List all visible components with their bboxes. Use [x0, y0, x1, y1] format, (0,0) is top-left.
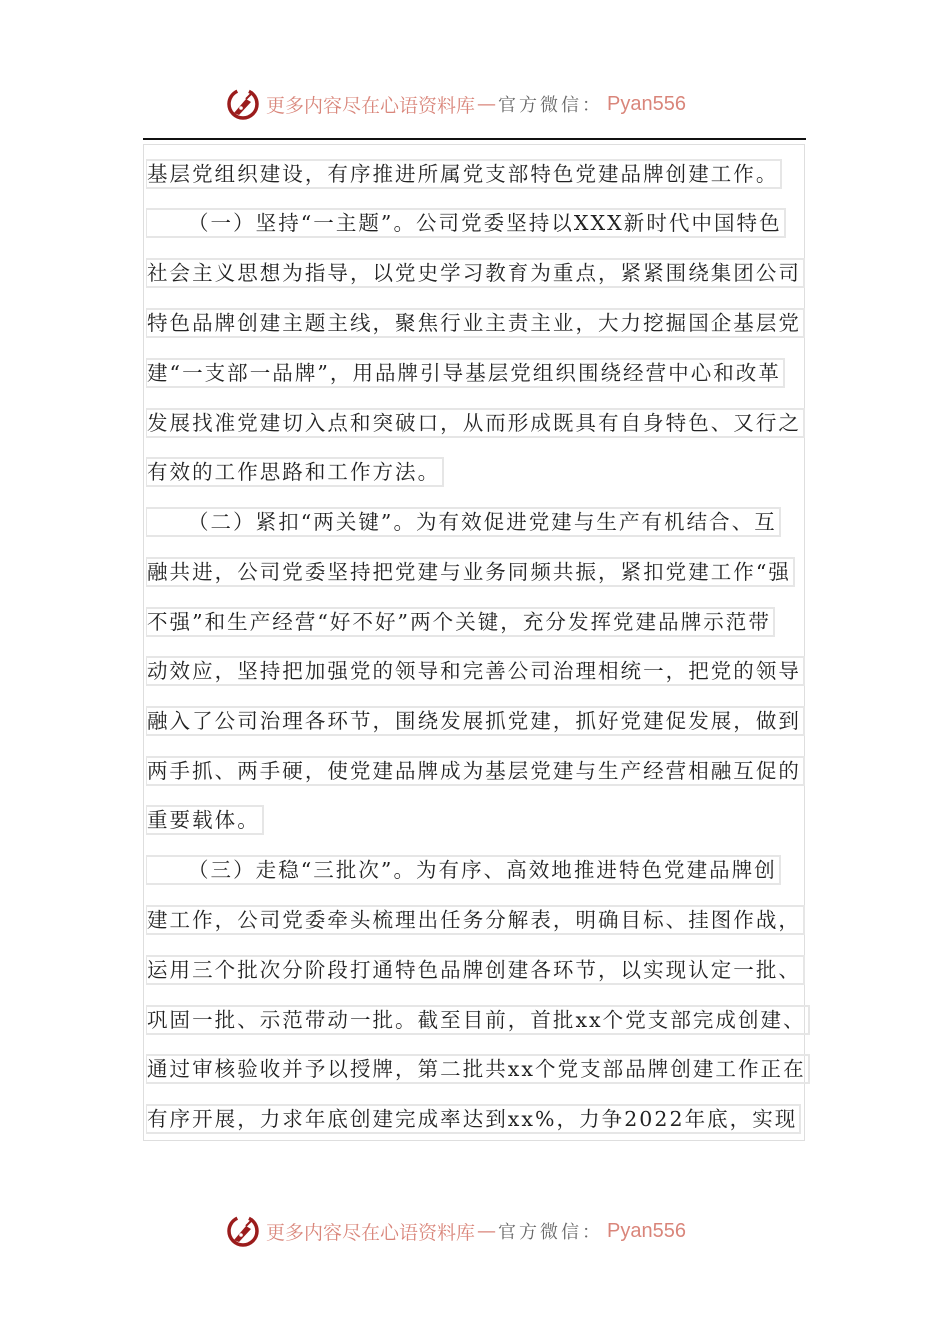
watermark-wechat-label: 官方微信： [498, 95, 604, 116]
text-line: 社会主义思想为指导，以党史学习教育为重点，紧紧围绕集团公司 [146, 258, 805, 288]
text-line: 有序开展，力求年底创建完成率达到xx%，力争2022年底，实现 [146, 1104, 801, 1134]
text-line: 基层党组织建设，有序推进所属党支部特色党建品牌创建工作。 [146, 159, 782, 189]
watermark-main-text: 更多内容尽在心语资料库 [266, 1221, 476, 1244]
footer-watermark [226, 1211, 686, 1251]
text-line: （三）走稳“三批次”。为有序、高效地推进特色党建品牌创 [146, 855, 781, 885]
text-line: 运用三个批次分阶段打通特色品牌创建各环节，以实现认定一批、 [146, 955, 805, 985]
text-line: 重要载体。 [146, 805, 264, 835]
text-line: 通过审核验收并予以授牌，第二批共xx个党支部品牌创建工作正在 [146, 1054, 810, 1084]
text-line: 融共进，公司党委坚持把党建与业务同频共振，紧扣党建工作“强 [146, 557, 795, 587]
quill-pen-logo-icon [226, 1214, 260, 1248]
text-line: 两手抓、两手硬，使党建品牌成为基层党建与生产经营相融互促的 [146, 756, 805, 786]
text-line: 融入了公司治理各环节，围绕发展抓党建，抓好党建促发展，做到 [146, 706, 805, 736]
watermark-wechat-id: Pyan556 [607, 1219, 686, 1242]
text-line: 建工作，公司党委牵头梳理出任务分解表，明确目标、挂图作战， [146, 905, 805, 935]
text-line: 发展找准党建切入点和突破口，从而形成既具有自身特色、又行之 [146, 408, 805, 438]
text-line: 不强”和生产经营“好不好”两个关键，充分发挥党建品牌示范带 [146, 607, 775, 637]
quill-pen-logo-icon [226, 87, 260, 121]
header-divider [143, 138, 806, 140]
text-line: 建“一支部一品牌”，用品牌引导基层党组织围绕经营中心和改革 [146, 358, 785, 388]
text-line: （一）坚持“一主题”。公司党委坚持以XXX新时代中国特色 [146, 208, 786, 238]
text-line: （二）紧扣“两关键”。为有效促进党建与生产有机结合、互 [146, 507, 781, 537]
header-watermark [226, 84, 686, 124]
text-line: 有效的工作思路和工作方法。 [146, 457, 444, 487]
watermark-dash: — [477, 1220, 497, 1242]
watermark-main-text: 更多内容尽在心语资料库 [266, 94, 476, 117]
page-frame [143, 144, 805, 1141]
watermark-dash: — [477, 93, 497, 115]
watermark-wechat-label: 官方微信： [498, 1222, 604, 1243]
text-line: 动效应，坚持把加强党的领导和完善公司治理相统一，把党的领导 [146, 656, 805, 686]
text-line: 巩固一批、示范带动一批。截至目前，首批xx个党支部完成创建、 [146, 1005, 810, 1035]
text-line: 特色品牌创建主题主线，聚焦行业主责主业，大力挖掘国企基层党 [146, 308, 805, 338]
watermark-wechat-id: Pyan556 [607, 92, 686, 115]
